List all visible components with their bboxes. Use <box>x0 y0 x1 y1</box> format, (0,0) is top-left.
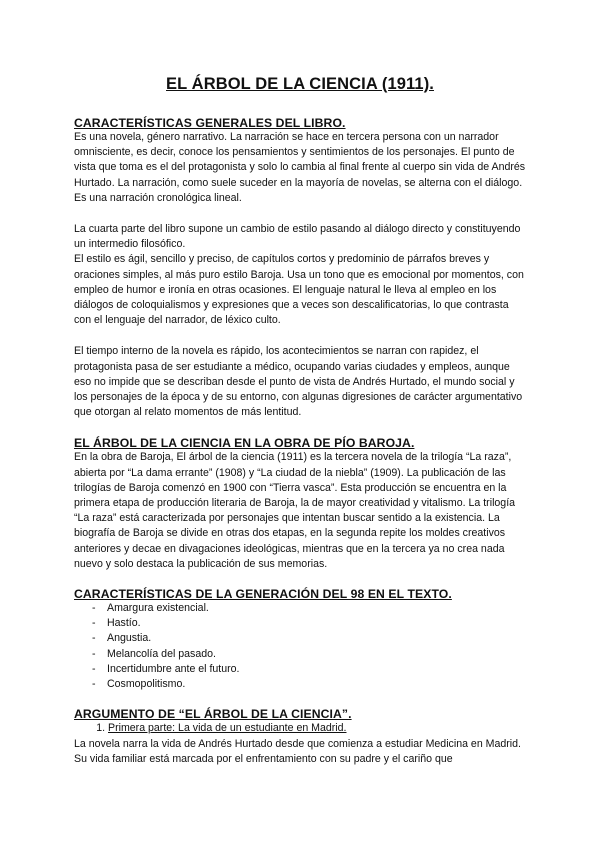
list-item: - Hastío. <box>92 616 526 631</box>
list-item: - Cosmopolitismo. <box>92 677 526 692</box>
characteristics-list <box>74 601 526 692</box>
document-title: EL ÁRBOL DE LA CIENCIA (1911). <box>166 75 434 93</box>
list-item <box>108 721 526 736</box>
dash-marker: - <box>92 678 96 691</box>
paragraph: La cuarta parte del libro supone un cambio de estilo pasando al diálogo directo y constituyendo un intermedio filosófico. <box>74 223 521 251</box>
list-item: - Amargura existencial. <box>92 601 526 616</box>
section-heading-argumento: ARGUMENTO DE “EL ÁRBOL DE LA CIENCIA”. <box>74 707 352 722</box>
part-title: Primera parte: La vida de un estudiante en Madrid. <box>108 722 347 735</box>
paragraph: El estilo es ágil, sencillo y preciso, de capítulos cortos y predominio de párrafos breves y oraciones simples, al más puro estilo Baroja. Usa un tono que es emocional por momentos, con empleo de humor e ironía en otras ocasiones. El lenguaje natural le lleva al empleo en los diálogos de coloquialismos y expresiones que a veces son descalificatorias, lo que contrasta con el lenguaje del narrador, de léxico culto. <box>74 253 524 327</box>
paragraph: El tiempo interno de la novela es rápido, los acontecimientos se narran con rapidez, el protagonista pasa de ser estudiante a médico, ocupando varias ciudades y empleos, aunque eso no impide que se describan desde el punto de vista de Andrés Hurtado, el mundo social y los personajes de la época y de su entorno, con algunas digresiones de carácter argumentativo que otorgan al relato momentos de más lentitud. <box>74 345 523 419</box>
paragraph: En la obra de Baroja, El árbol de la ciencia (1911) es la tercera novela de la trilogía “La raza”, abierta por “La dama errante” (1908) y “La ciudad de la niebla” (1909). La publicación de las trilogías de Baroja comenzó en 1900 con “Tierra vasca”. Esta producción se encuentra en la primera etapa de producción literaria de Baroja, la de mayor creatividad y vitalismo. La trilogía “La raza” está caracterizada por personajes que intentan buscar sentido a la existencia. La biografía de Baroja se divide en otras dos etapas, en la segunda repite los moldes creativos anteriores y decae en divagaciones ideológicas, mientras que en la tercera ya no crea nada nuevo y solo destaca la publicación de sus memorias. <box>74 451 516 570</box>
list-item: - Incertidumbre ante el futuro. <box>92 662 526 677</box>
list-item: - Melancolía del pasado. <box>92 647 526 662</box>
section-heading-obra: EL ÁRBOL DE LA CIENCIA EN LA OBRA DE PÍO BAROJA. <box>74 436 415 451</box>
section-heading-generacion: CARACTERÍSTICAS DE LA GENERACIÓN DEL 98 EN EL TEXTO. <box>74 587 452 602</box>
parts-list <box>74 721 526 736</box>
section-heading-general: CARACTERÍSTICAS GENERALES DEL LIBRO. <box>74 116 346 130</box>
dash-marker: - <box>92 647 96 660</box>
dash-marker: - <box>92 602 96 615</box>
list-item: - Angustia. <box>92 631 526 646</box>
dash-marker: - <box>92 632 96 645</box>
paragraph: Es una novela, género narrativo. La narración se hace en tercera persona con un narrador omnisciente, es decir, conoce los pensamientos y sentimientos de los personajes. El punto de vista que toma es el del protagonista y solo lo cambia al final frente al cuerpo sin vida de Andrés Hurtado. La narración, como suele suceder en la mayoría de novelas, se alterna con el diálogo. Es una narración cronológica lineal. <box>74 131 526 204</box>
dash-marker: - <box>92 662 96 675</box>
paragraph: La novela narra la vida de Andrés Hurtado desde que comienza a estudiar Medicina en Madrid. Su vida familiar está marcada por el enfrentamiento con su padre y el cariño que <box>74 737 521 765</box>
dash-marker: - <box>92 617 96 630</box>
